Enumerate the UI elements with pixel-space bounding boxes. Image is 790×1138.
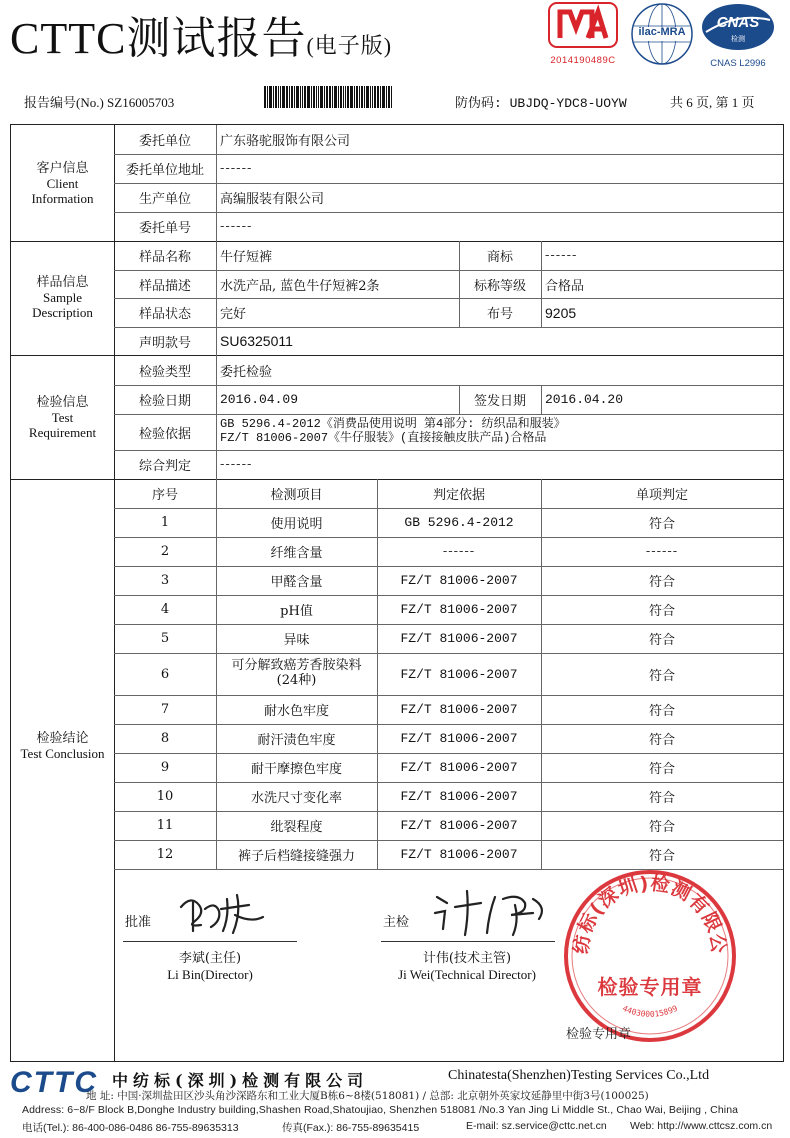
approver-cn: 李斌(主任) [178,951,242,966]
req-type-value: 委托检验 [220,364,273,380]
req-judge-label: 综合判定 [138,459,191,474]
row-basis: GB 5296.4-2012 [404,515,514,530]
sample-name-value: 牛仔短裤 [220,250,273,265]
sample-brand-label: 商标 [486,250,513,265]
sample-cloth-label: 布号 [486,307,513,322]
row-result: ------ [645,544,679,559]
sample-desc-label: 样品描述 [138,278,191,294]
footer-company-en: Chinatesta(Shenzhen)Testing Services Co.,Ltd [448,1068,710,1083]
footer-address-cn: 地 址: 中国·深圳盐田区沙头角沙深路东和工业大厦B栋6~8楼(518081) / 总部: 北京朝外英家坟延静里中街3号(100025) [86,1090,649,1102]
row-no: 2 [160,544,170,559]
footer-fax: 传真(Fax.): 86-755-89635415 [282,1122,420,1134]
check-label: 主检 [383,915,410,930]
ilac-logo [630,2,694,66]
req-date-value: 2016.04.09 [220,392,299,407]
col-header-result: 单项判定 [635,488,688,503]
checker-signature-icon [429,883,559,939]
sample-state-value: 完好 [220,307,247,322]
title-sub: (电子版) [306,33,393,58]
approver-en: Li Bin(Director) [167,967,253,982]
title-main: CTTC测试报告 [10,14,307,63]
cnas-sub: 检测 [731,36,745,43]
conclusion-section-en: Test Conclusion [20,746,105,761]
page-count: 共 6 页, 第 1 页 [670,95,755,110]
row-item-line1: 可分解致癌芳香胺染料 [231,658,362,673]
footer-company-cn: 中纺标(深圳)检测有限公司 [112,1071,369,1090]
seal-caption: 检验专用章 [566,1027,632,1042]
row-basis: FZ/T 81006-2007 [400,789,518,804]
row-result: 符合 [648,704,675,719]
row-result: 符合 [648,849,675,864]
col-header-basis: 判定依据 [432,488,485,503]
row-basis: FZ/T 81006-2007 [400,666,518,682]
col-header-item: 检测项目 [270,488,323,503]
sample-section-label [11,275,114,320]
row-item: 纰裂程度 [270,820,323,835]
row-item: 异味 [283,633,310,648]
sample-state-label: 样品状态 [138,307,191,322]
req-basis-label: 检验依据 [138,426,191,442]
req-issue-value: 2016.04.20 [545,392,624,407]
approve-label: 批准 [125,915,152,930]
client-section-label [11,161,114,206]
row-no: 3 [160,573,170,588]
row-item: 使用说明 [270,517,323,532]
client-value-1: 广东骆驼服饰有限公司 [220,134,351,149]
row-no: 12 [156,847,174,862]
checker-name [367,951,567,983]
footer-tel: 电话(Tel.): 86-400-086-0486 86-755-89635313 [22,1122,239,1134]
row-no: 8 [160,731,170,746]
client-section-cn: 客户信息 [36,161,89,176]
footer-email[interactable]: E-mail: sz.service@cttc.net.cn [466,1120,607,1132]
barcode [264,86,418,108]
req-issue-label: 签发日期 [473,394,526,409]
sample-style-value: SU6325011 [220,333,293,349]
conclusion-section-cn: 检验结论 [36,731,89,746]
row-item: 水洗尺寸变化率 [250,791,342,806]
row-result: 符合 [648,733,675,748]
sample-grade-value: 合格品 [545,278,585,294]
sample-section-en: Sample Description [32,290,93,320]
approver-signature-icon [171,887,281,937]
client-value-3: 高编服装有限公司 [220,192,325,207]
report-number: 报告编号(No.) SZ16005703 [24,95,175,110]
sample-name-label: 样品名称 [138,250,191,265]
row-item: 耐干摩擦色牢度 [250,762,342,777]
row-result: 符合 [648,791,675,806]
sample-desc-value: 水洗产品, 蓝色牛仔短裤2条 [220,278,380,294]
seal-number: 440300015899 [621,1003,679,1019]
row-basis: FZ/T 81006-2007 [400,631,518,646]
client-label-2: 委托单位地址 [125,163,204,178]
row-item: 耐汗渍色牢度 [257,733,336,748]
cma-number: 2014190489C [550,55,616,66]
row-result: 符合 [648,575,675,590]
seal-center-text: 检验专用章 [597,975,703,999]
sample-cloth-value: 9205 [545,304,577,321]
row-item-line2: (24种) [276,673,317,688]
footer-web[interactable]: Web: http://www.cttcsz.com.cn [630,1120,773,1132]
req-date-label: 检验日期 [138,394,191,409]
row-basis: FZ/T 81006-2007 [400,760,518,775]
row-item [216,658,377,688]
row-basis: FZ/T 81006-2007 [400,573,518,588]
row-result: 符合 [648,604,675,619]
row-result: 符合 [648,633,675,648]
footer-address-en: Address: 6~8/F Block B,Donghe Industry building,Shashen Road,Shatoujiao, Shenzhen 518081 /No.3 Yan Jing Li Middle St., Chao Wai, Beijing , China [22,1104,739,1116]
row-no: 7 [160,702,170,717]
checker-en: Ji Wei(Technical Director) [398,967,536,982]
ilac-text: ilac-MRA [638,26,686,38]
row-no: 6 [160,666,170,682]
row-no: 11 [156,818,174,833]
report-table [10,124,784,1062]
cnas-number: CNAS L2996 [710,58,766,69]
requirement-section-label [11,395,114,440]
footer-brand-logo: CTTC [10,1066,98,1099]
client-value-2: ------ [220,161,253,176]
row-result: 符合 [648,668,675,684]
client-section-en: Client Information [31,176,94,206]
row-no: 4 [160,602,170,617]
anti-fake-code: 防伪码: UBJDQ-YDC8-UOYW [455,96,627,111]
row-basis: FZ/T 81006-2007 [400,731,518,746]
row-result: 符合 [648,820,675,835]
requirement-section-en: Test Requirement [28,410,97,440]
cma-mark-icon [548,2,618,48]
row-no: 1 [160,515,170,530]
sample-section-cn: 样品信息 [36,275,89,290]
row-no: 9 [160,760,170,775]
row-item: 甲醛含量 [270,575,323,590]
row-result: 符合 [648,762,675,777]
client-label-3: 生产单位 [138,192,191,207]
row-basis: ------ [442,544,476,559]
row-no: 10 [156,789,174,804]
svg-text:440300015899 [621,1004,679,1019]
approver-name [123,951,297,983]
row-item: 裤子后档缝接缝强力 [237,849,355,864]
req-basis-value [220,417,566,445]
requirement-section-cn: 检验信息 [36,395,89,410]
row-item: 纤维含量 [270,546,323,561]
client-value-4: ------ [220,219,253,234]
row-basis: FZ/T 81006-2007 [400,847,518,862]
svg-text:中纺标(深圳)检测有限公司 [561,867,730,955]
req-judge-value: ------ [220,457,253,472]
row-no: 5 [160,631,170,646]
row-item: 耐水色牢度 [263,704,329,719]
req-basis-line2: FZ/T 81006-2007《牛仔服装》(直接接触皮肤产品)合格品 [220,431,547,445]
row-basis: FZ/T 81006-2007 [400,818,518,833]
cma-logo [548,2,618,68]
row-item: pH值 [280,604,313,619]
req-basis-line1: GB 5296.4-2012《消费品使用说明 第4部分: 纺织品和服装》 [220,417,566,431]
cnas-text: CNAS [716,14,760,31]
seal-top-text: 纺标(深圳)检测有限公 [570,872,730,956]
row-basis: FZ/T 81006-2007 [400,602,518,617]
report-title [10,2,392,66]
conclusion-section-label [11,731,114,761]
sample-style-label: 声明款号 [138,335,191,351]
req-type-label: 检验类型 [138,364,191,380]
sample-brand-value: ------ [545,248,578,263]
official-seal [561,867,739,1045]
seal-ring-icon [561,867,739,1045]
client-label-1: 委托单位 [138,134,191,149]
client-label-4: 委托单号 [138,221,191,236]
row-basis: FZ/T 81006-2007 [400,702,518,717]
cnas-logo [700,2,776,68]
sample-grade-label: 标称等级 [473,278,526,294]
col-header-no: 序号 [151,488,178,503]
row-result: 符合 [648,517,675,532]
checker-cn: 计伟(技术主管) [422,951,512,966]
